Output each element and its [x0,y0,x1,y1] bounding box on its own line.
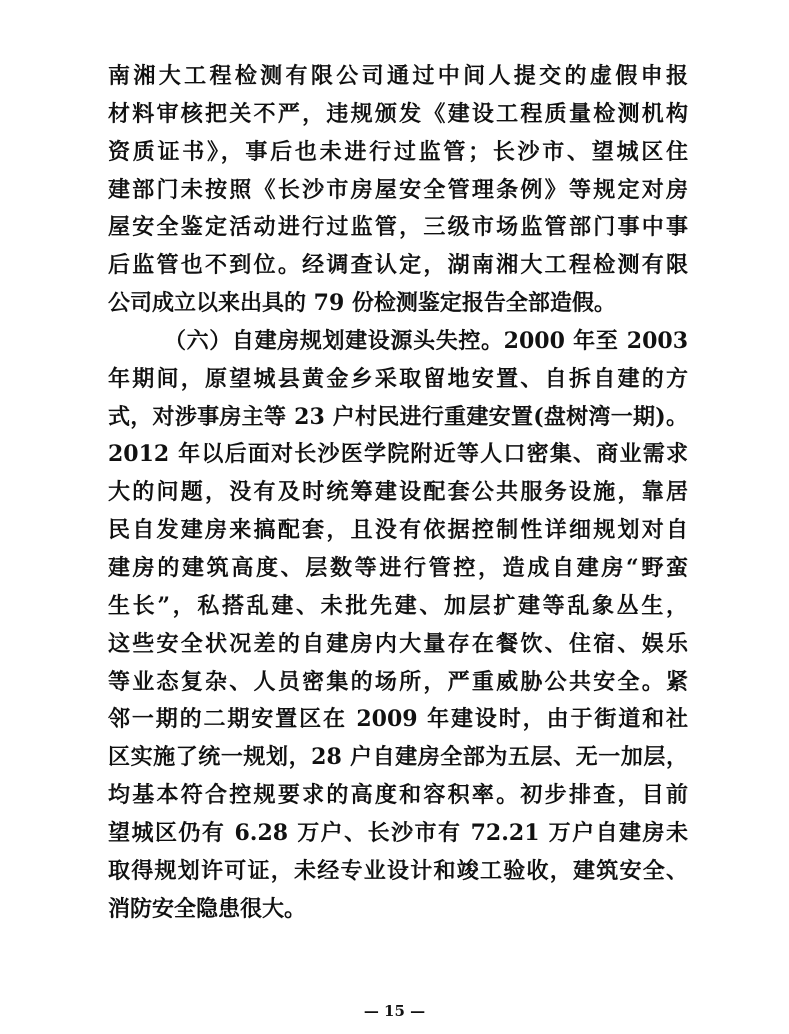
text-line-19: 区实施了统一规划，28 户自建房全部为五层、无一加层， [108,744,688,771]
text-line-2: 材料审核把关不严，违规颁发《建设工程质量检测机构 [108,100,688,127]
text-line-14: 建房的建筑高度、层数等进行管控，造成自建房“野蛮 [108,554,688,581]
body-text [108,58,688,928]
text-line-16: 这些安全状况差的自建房内大量存在餐饮、住宿、娱乐 [108,630,688,657]
text-line-10: 式，对涉事房主等 23 户村民进行重建安置(盘树湾一期)。 [108,403,688,430]
text-line-23: 消防安全隐患很大。 [108,895,307,922]
text-line-4: 建部门未按照《长沙市房屋安全管理条例》等规定对房 [108,176,688,203]
text-line-21: 望城区仍有 6.28 万户、长沙市有 72.21 万户自建房未 [108,819,688,846]
page-number: — 15 — [363,1002,426,1020]
text-line-20: 均基本符合控规要求的高度和容积率。初步排查，目前 [108,782,688,809]
text-line-5: 屋安全鉴定活动进行过监管，三级市场监管部门事中事 [108,214,688,241]
text-line-6: 后监管也不到位。经调查认定，湖南湘大工程检测有限 [108,252,688,279]
text-line-12: 大的问题，没有及时统筹建设配套公共服务设施，靠居 [108,479,688,506]
text-line-15: 生长”，私搭乱建、未批先建、加层扩建等乱象丛生， [108,592,688,619]
text-line-11: 2012 年以后面对长沙医学院附近等人口密集、商业需求 [108,441,688,468]
text-line-1: 南湘大工程检测有限公司通过中间人提交的虚假申报 [108,63,688,89]
text-line-7: 公司成立以来出具的 79 份检测鉴定报告全部造假。 [108,290,616,317]
text-line-3: 资质证书》，事后也未进行过监管；长沙市、望城区住 [108,138,688,165]
section-heading-line: （六）自建房规划建设源头失控。2000 年至 2003 [164,327,688,354]
text-line-17: 等业态复杂、人员密集的场所，严重威胁公共安全。紧 [108,668,688,695]
text-line-13: 民自发建房来搞配套，且没有依据控制性详细规划对自 [108,517,688,544]
text-line-22: 取得规划许可证，未经专业设计和竣工验收，建筑安全、 [108,857,688,884]
text-line-18: 邻一期的二期安置区在 2009 年建设时，由于街道和社 [108,706,688,733]
text-line-9: 年期间，原望城县黄金乡采取留地安置、自拆自建的方 [108,365,688,392]
